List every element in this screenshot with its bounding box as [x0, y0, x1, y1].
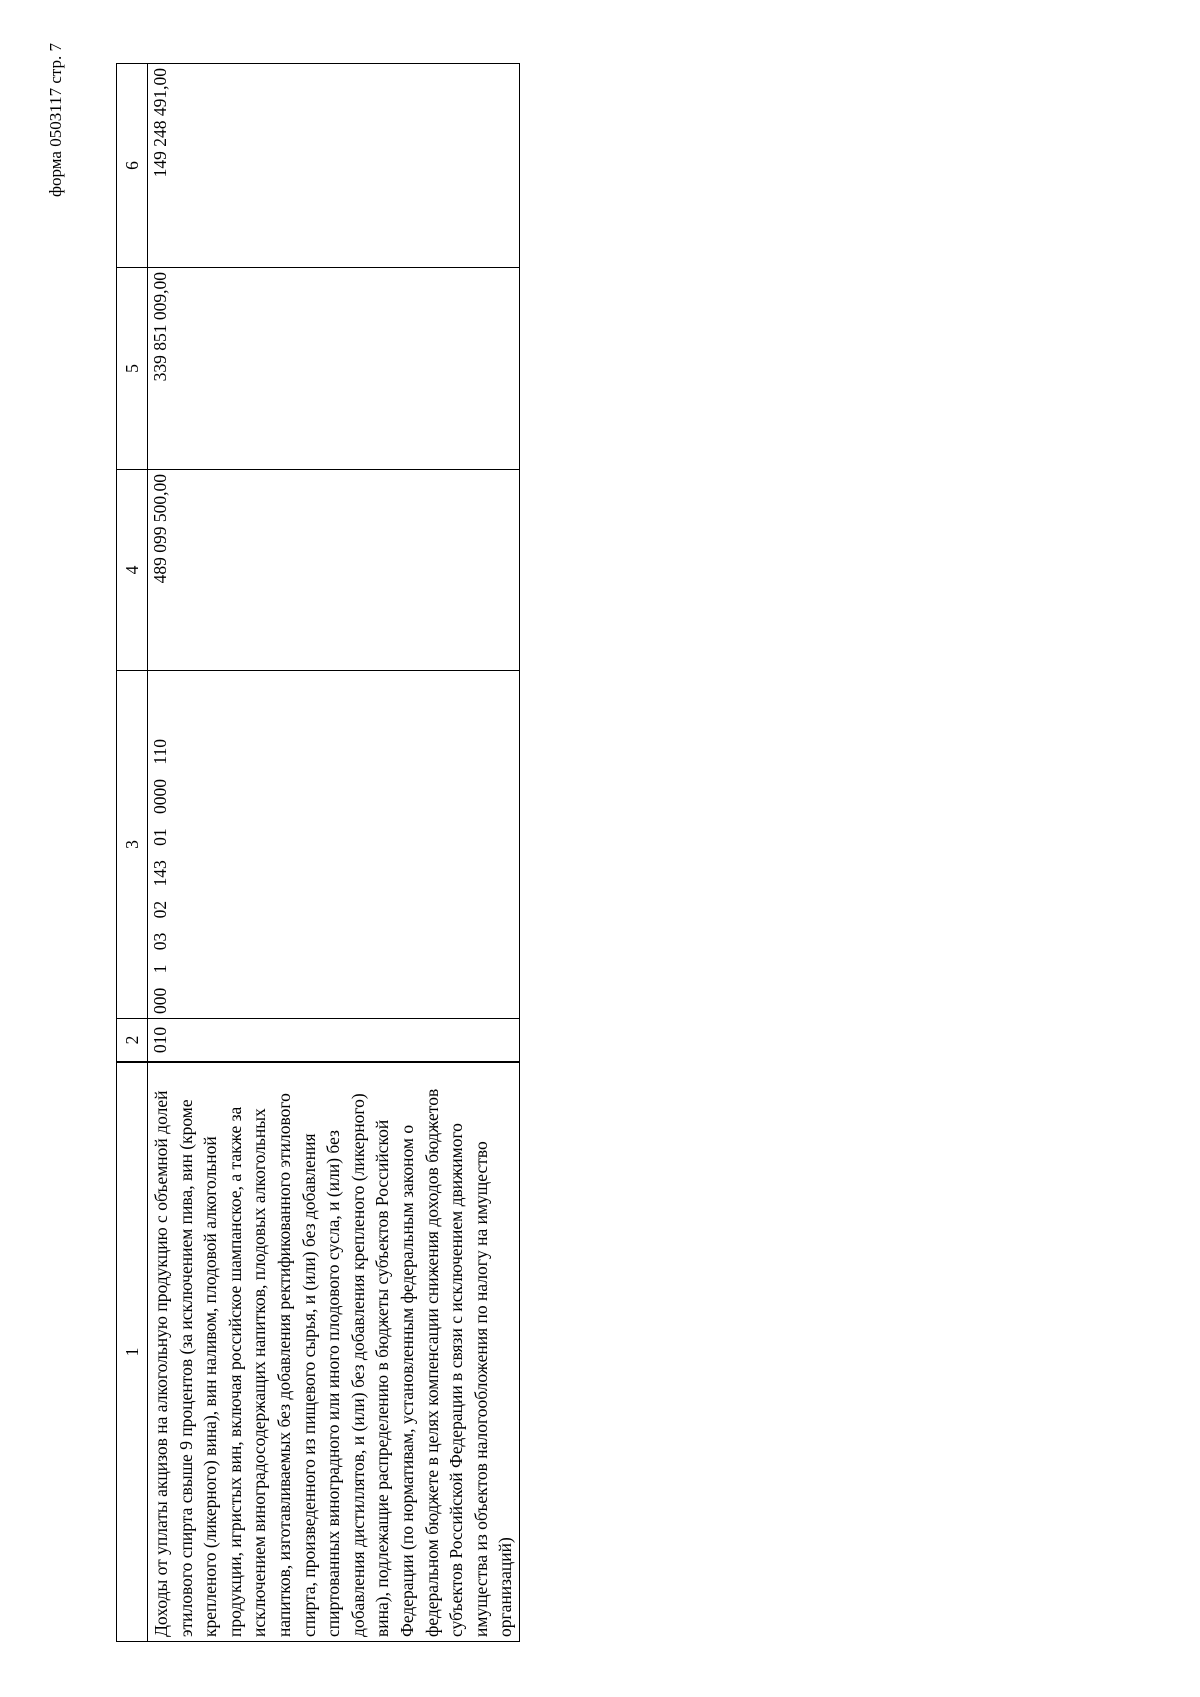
column-number-2: 2: [117, 1019, 148, 1063]
income-name-cell: Доходы от уплаты акцизов на алкогольную продукцию с объемной долей этилового спирта свыше 9 процентов (за исключением пива, вин (кроме крепленого (ликерного) вина), вин наливом, плодовой алкогольной продукции, игристых вин, включая российское шампанское, а также за исключением виноградосодержащих напитков, плодовых алкогольных напитков, изготавливаемых без добавления ректификованного этилового спирта, произведенного из пищевого сырья, и (или) без добавления спиртованных виноградного или иного плодового сусла, и (или) без добавления дистиллятов, и (или) без добавления крепленого (ликерного) вина), подлежащие распределению в бюджеты субъектов Российской Федерации (по нормативам, установленным федеральным законом о федеральном бюджете в целях компенсации снижения доходов бюджетов субъектов Российской Федерации в связи с исключением движимого имущества из объектов налогообложения по налогу на имущество организаций): [148, 1062, 520, 1642]
column-number-4: 4: [117, 470, 148, 671]
column-number-5: 5: [117, 268, 148, 470]
line-code-cell: 010: [148, 1019, 520, 1063]
executed-amount-cell: 339 851 009,00: [148, 268, 520, 470]
column-number-1: 1: [117, 1062, 148, 1642]
column-number-6: 6: [117, 64, 148, 268]
table-row: [148, 64, 520, 1642]
column-number-row: [117, 64, 148, 1642]
report-table: [116, 63, 520, 1642]
column-number-3: 3: [117, 671, 148, 1019]
income-code-cell: 000 1 03 02 143 01 0000 110: [148, 671, 520, 1019]
unexecuted-amount-cell: 149 248 491,00: [148, 64, 520, 268]
form-label: форма 0503117 стр. 7: [46, 43, 65, 197]
approved-amount-cell: 489 099 500,00: [148, 470, 520, 671]
